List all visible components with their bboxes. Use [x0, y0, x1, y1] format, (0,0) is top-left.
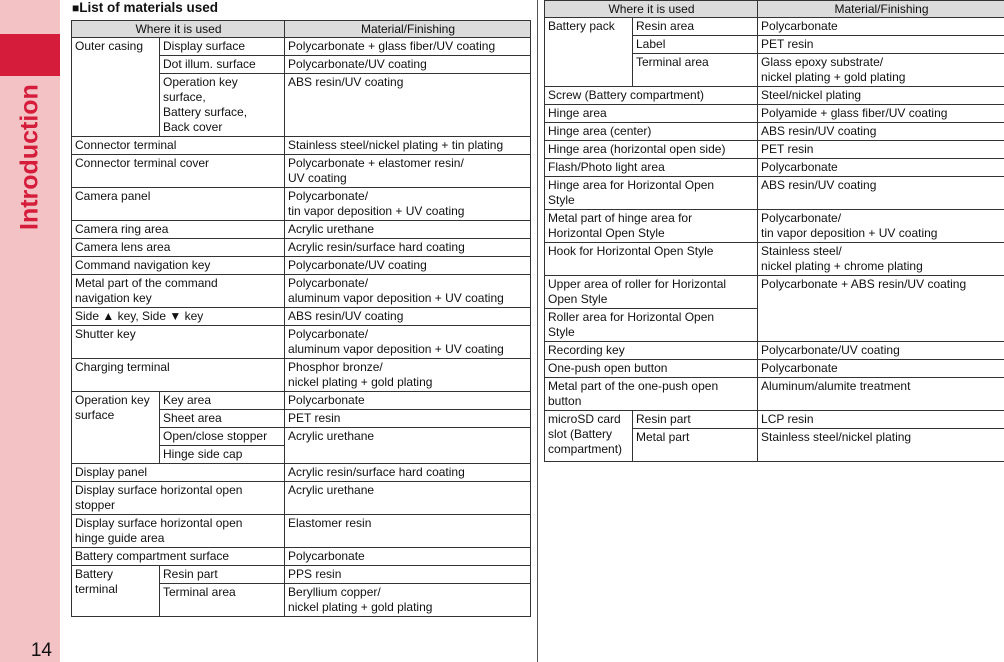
table-row: [545, 411, 1004, 429]
material-cell: Acrylic resin/surface hard coating: [285, 464, 531, 482]
part-cell: Hinge area for Horizontal Open Style: [545, 177, 758, 210]
material-cell: Polycarbonate: [758, 159, 1004, 177]
part-cell: Terminal area: [160, 584, 285, 617]
part-cell: Hinge side cap: [160, 446, 285, 464]
part-cell: Display surface horizontal open hinge guide area: [72, 515, 285, 548]
material-cell: ABS resin/UV coating: [758, 177, 1004, 210]
material-cell: Polycarbonate/UV coating: [758, 342, 1004, 360]
material-cell: Stainless steel/nickel plating + tin plating: [285, 137, 531, 155]
part-cell: Hook for Horizontal Open Style: [545, 243, 758, 276]
table-row: [545, 378, 1004, 411]
part-cell: Display surface: [160, 38, 285, 56]
header-material: Material/Finishing: [285, 21, 531, 38]
table-row: [72, 515, 531, 548]
table-row: [72, 155, 531, 188]
material-cell: Polycarbonate: [285, 548, 531, 566]
part-cell: Connector terminal: [72, 137, 285, 155]
table-row: [545, 159, 1004, 177]
part-cell: Flash/Photo light area: [545, 159, 758, 177]
material-cell: Polycarbonate: [285, 392, 531, 410]
material-cell: Polycarbonate + glass fiber/UV coating: [285, 38, 531, 56]
part-cell: Connector terminal cover: [72, 155, 285, 188]
table-row: [72, 137, 531, 155]
material-cell: PPS resin: [285, 566, 531, 584]
part-cell: Battery compartment surface: [72, 548, 285, 566]
table-row: [545, 243, 1004, 276]
page-number: 14: [30, 640, 52, 661]
material-cell: PET resin: [285, 410, 531, 428]
table-row: [72, 482, 531, 515]
part-cell: Resin part: [633, 411, 758, 429]
header-where: Where it is used: [545, 1, 758, 18]
material-cell: PET resin: [758, 141, 1004, 159]
material-cell: Steel/nickel plating: [758, 87, 1004, 105]
material-cell: PET resin: [758, 36, 1004, 54]
table-row: [545, 177, 1004, 210]
material-cell: Phosphor bronze/ nickel plating + gold plating: [285, 359, 531, 392]
material-cell: Aluminum/alumite treatment: [758, 378, 1004, 411]
material-cell: Polycarbonate + elastomer resin/ UV coating: [285, 155, 531, 188]
part-cell: Operation key surface, Battery surface, Back cover: [160, 74, 285, 137]
part-cell: Hinge area (horizontal open side): [545, 141, 758, 159]
material-cell: Acrylic urethane: [285, 482, 531, 515]
table-row: [72, 221, 531, 239]
table-row: [545, 18, 1004, 36]
part-cell: Upper area of roller for Horizontal Open Style: [545, 276, 758, 309]
table-row: [72, 464, 531, 482]
material-cell: Glass epoxy substrate/ nickel plating + gold plating: [758, 54, 1004, 87]
part-cell: Resin area: [633, 18, 758, 36]
part-cell: Camera ring area: [72, 221, 285, 239]
part-cell: Display panel: [72, 464, 285, 482]
table-row: [545, 105, 1004, 123]
part-cell: One-push open button: [545, 360, 758, 378]
part-cell: Roller area for Horizontal Open Style: [545, 309, 758, 342]
group-cell: Operation key surface: [72, 392, 160, 464]
material-cell: Polycarbonate/UV coating: [285, 56, 531, 74]
material-cell: Polycarbonate/ aluminum vapor deposition + UV coating: [285, 326, 531, 359]
part-cell: Display surface horizontal open stopper: [72, 482, 285, 515]
materials-table-right: [544, 0, 1004, 462]
materials-table-left: [71, 20, 531, 617]
material-cell: Polyamide + glass fiber/UV coating: [758, 105, 1004, 123]
part-cell: Metal part of hinge area for Horizontal Open Style: [545, 210, 758, 243]
part-cell: Camera lens area: [72, 239, 285, 257]
material-cell: Polycarbonate/ tin vapor deposition + UV coating: [758, 210, 1004, 243]
group-cell: Battery pack: [545, 18, 633, 87]
table-header-row: [72, 21, 531, 38]
material-cell: Polycarbonate: [758, 360, 1004, 378]
header-material: Material/Finishing: [758, 1, 1004, 18]
table-row: [72, 239, 531, 257]
sidebar-tab-marker: [0, 34, 60, 76]
material-cell: Stainless steel/ nickel plating + chrome plating: [758, 243, 1004, 276]
part-cell: Camera panel: [72, 188, 285, 221]
part-cell: Terminal area: [633, 54, 758, 87]
table-row: [72, 38, 531, 56]
table-row: [72, 326, 531, 359]
part-cell: Metal part: [633, 429, 758, 462]
column-divider: [537, 0, 538, 662]
part-cell: Resin part: [160, 566, 285, 584]
part-cell: Side ▲ key, Side ▼ key: [72, 308, 285, 326]
sidebar: [0, 0, 60, 662]
table-row: [545, 210, 1004, 243]
material-cell: ABS resin/UV coating: [758, 123, 1004, 141]
material-cell: Beryllium copper/ nickel plating + gold plating: [285, 584, 531, 617]
material-cell: Polycarbonate: [758, 18, 1004, 36]
table-row: [72, 308, 531, 326]
material-cell: Acrylic urethane: [285, 221, 531, 239]
table-row: [72, 188, 531, 221]
part-cell: Recording key: [545, 342, 758, 360]
square-bullet-icon: ■: [72, 1, 80, 15]
material-cell: Polycarbonate + ABS resin/UV coating: [758, 276, 1004, 342]
table-row: [545, 360, 1004, 378]
table-header-row: [545, 1, 1004, 18]
table-row: [545, 141, 1004, 159]
material-cell: Polycarbonate/ aluminum vapor deposition + UV coating: [285, 275, 531, 308]
material-cell: Acrylic resin/surface hard coating: [285, 239, 531, 257]
part-cell: Charging terminal: [72, 359, 285, 392]
part-cell: Dot illum. surface: [160, 56, 285, 74]
table-row: [545, 123, 1004, 141]
table-row: [72, 566, 531, 584]
table-row: [72, 392, 531, 410]
material-cell: Stainless steel/nickel plating: [758, 429, 1004, 462]
table-row: [545, 87, 1004, 105]
table-row: [545, 276, 1004, 309]
part-cell: Metal part of the one-push open button: [545, 378, 758, 411]
part-cell: Hinge area: [545, 105, 758, 123]
part-cell: Label: [633, 36, 758, 54]
section-title-text: List of materials used: [79, 0, 219, 15]
part-cell: Shutter key: [72, 326, 285, 359]
part-cell: Command navigation key: [72, 257, 285, 275]
material-cell: Elastomer resin: [285, 515, 531, 548]
table-row: [72, 275, 531, 308]
part-cell: Screw (Battery compartment): [545, 87, 758, 105]
part-cell: Open/close stopper: [160, 428, 285, 446]
material-cell: LCP resin: [758, 411, 1004, 429]
table-row: [72, 257, 531, 275]
table-row: [72, 359, 531, 392]
material-cell: Polycarbonate/ tin vapor deposition + UV coating: [285, 188, 531, 221]
section-label: Introduction: [15, 84, 44, 230]
part-cell: Metal part of the command navigation key: [72, 275, 285, 308]
group-cell: Battery terminal: [72, 566, 160, 617]
part-cell: Hinge area (center): [545, 123, 758, 141]
material-cell: ABS resin/UV coating: [285, 74, 531, 137]
material-cell: Polycarbonate/UV coating: [285, 257, 531, 275]
table-row: [72, 548, 531, 566]
group-cell: Outer casing: [72, 38, 160, 137]
material-cell: ABS resin/UV coating: [285, 308, 531, 326]
part-cell: Key area: [160, 392, 285, 410]
part-cell: Sheet area: [160, 410, 285, 428]
group-cell: microSD card slot (Battery compartment): [545, 411, 633, 462]
material-cell: Acrylic urethane: [285, 428, 531, 464]
section-title: [72, 0, 218, 15]
table-row: [545, 342, 1004, 360]
header-where: Where it is used: [72, 21, 285, 38]
